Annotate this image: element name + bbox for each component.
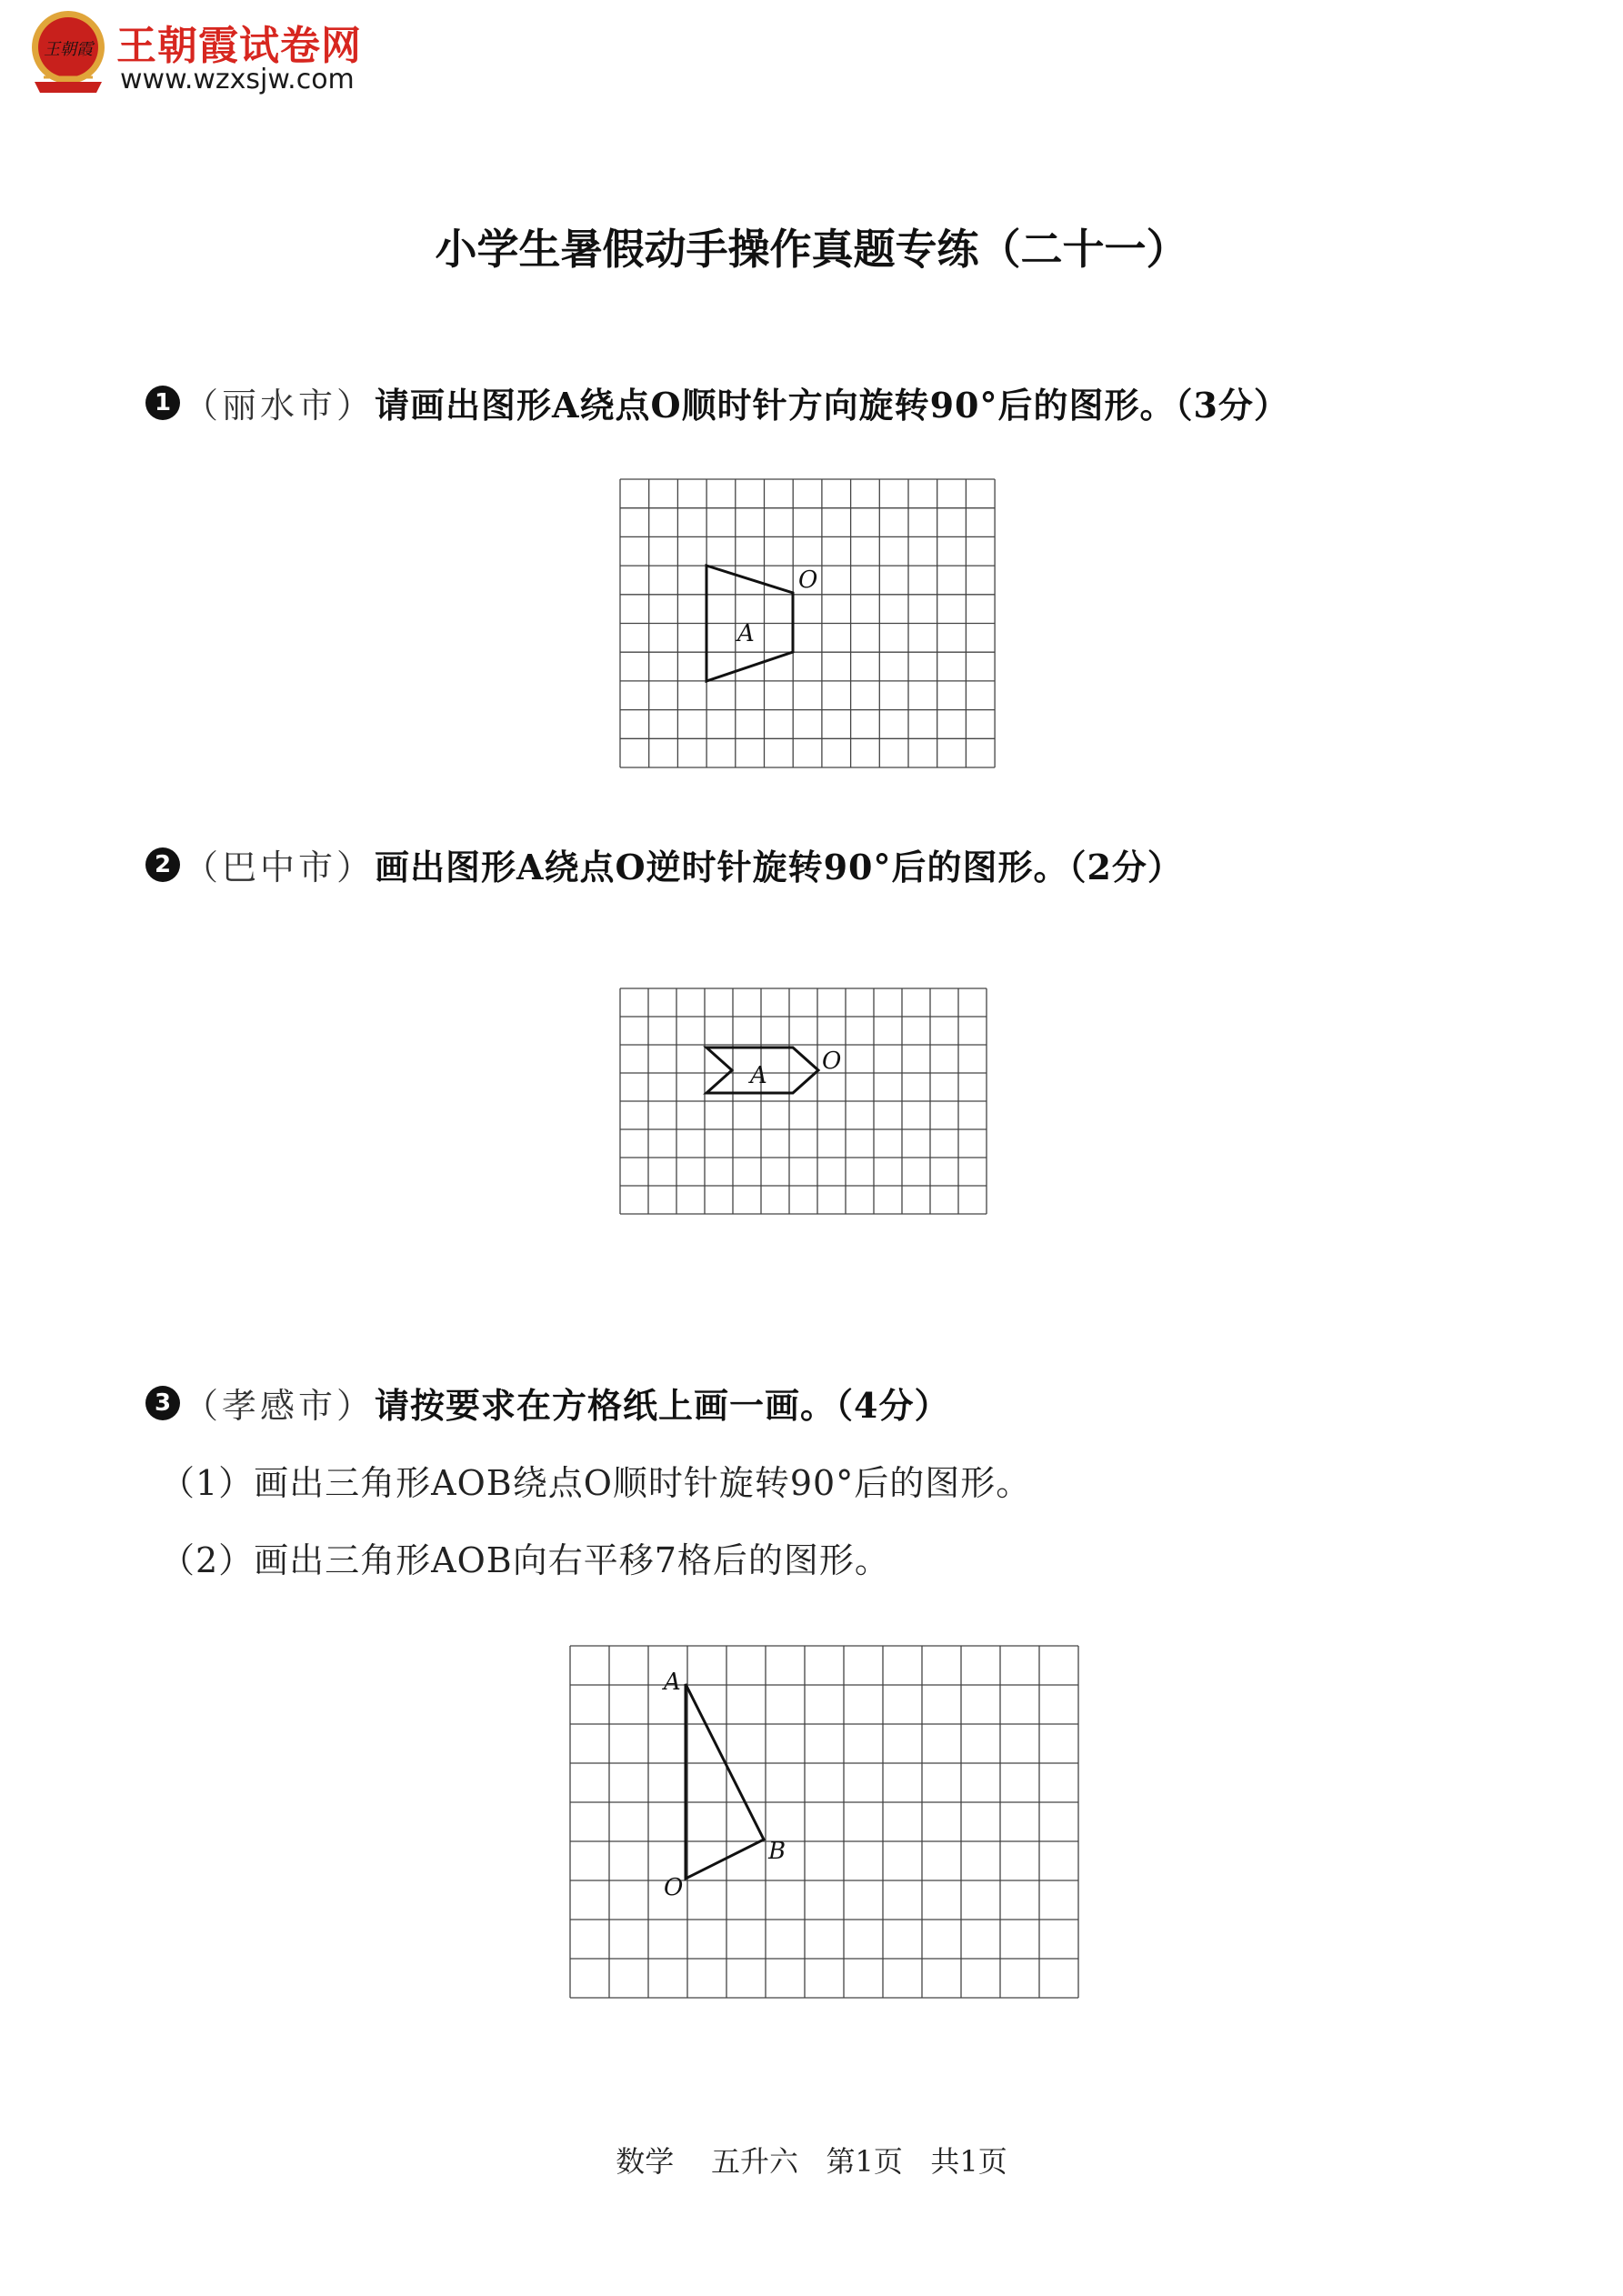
footer-total-pages: 共1页 <box>930 2144 1007 2179</box>
footer-grade: 五升六 <box>710 2144 798 2179</box>
grid-figure-2 <box>618 987 991 1216</box>
question-number: 3 <box>145 1386 180 1420</box>
question-source: （丽水市） <box>184 386 376 426</box>
svg-text:王朝霞: 王朝霞 <box>44 40 93 59</box>
question-number: 1 <box>145 386 180 420</box>
triangle-aob <box>686 1684 764 1879</box>
question-source: （孝感市） <box>184 1386 376 1426</box>
grid-figure-3 <box>568 1644 1079 1999</box>
question-2 <box>145 839 1183 889</box>
sub-item-2: （2）画出三角形AOB向右平移7格后的图形。 <box>160 1540 890 1580</box>
grid-figure-1 <box>618 477 1002 774</box>
grid-lines <box>570 1646 1078 1998</box>
footer-page-info: 第1页 <box>826 2144 903 2179</box>
label-o: O <box>664 1874 684 1901</box>
logo-badge <box>27 9 109 100</box>
grid-lines <box>620 988 987 1214</box>
question-number: 2 <box>145 847 180 882</box>
brand-url[interactable]: www.wzxsjw.com <box>120 64 355 95</box>
page-footer <box>0 2139 1623 2181</box>
question-text: 请画出图形A绕点O顺时针方向旋转90°后的图形。（3分） <box>375 385 1289 426</box>
question-text: 画出图形A绕点O逆时针旋转90°后的图形。（2分） <box>375 847 1183 887</box>
label-a: A <box>664 1669 681 1696</box>
question-3 <box>145 1378 949 1428</box>
question-1 <box>145 377 1289 427</box>
brand-name: 王朝霞试卷网 <box>116 23 362 69</box>
label-o: O <box>798 566 818 594</box>
page-title: 小学生暑假动手操作真题专练（二十一） <box>435 225 1188 274</box>
sub-item-1: （1）画出三角形AOB绕点O顺时针旋转90°后的图形。 <box>160 1463 1032 1503</box>
footer-subject: 数学 <box>616 2144 675 2179</box>
question-text: 请按要求在方格纸上画一画。（4分） <box>375 1385 950 1426</box>
label-o: O <box>822 1048 842 1075</box>
grid-lines <box>620 479 995 767</box>
question-source: （巴中市） <box>184 847 376 887</box>
label-a: A <box>737 620 755 647</box>
label-a: A <box>750 1062 767 1089</box>
label-b: B <box>768 1838 786 1865</box>
